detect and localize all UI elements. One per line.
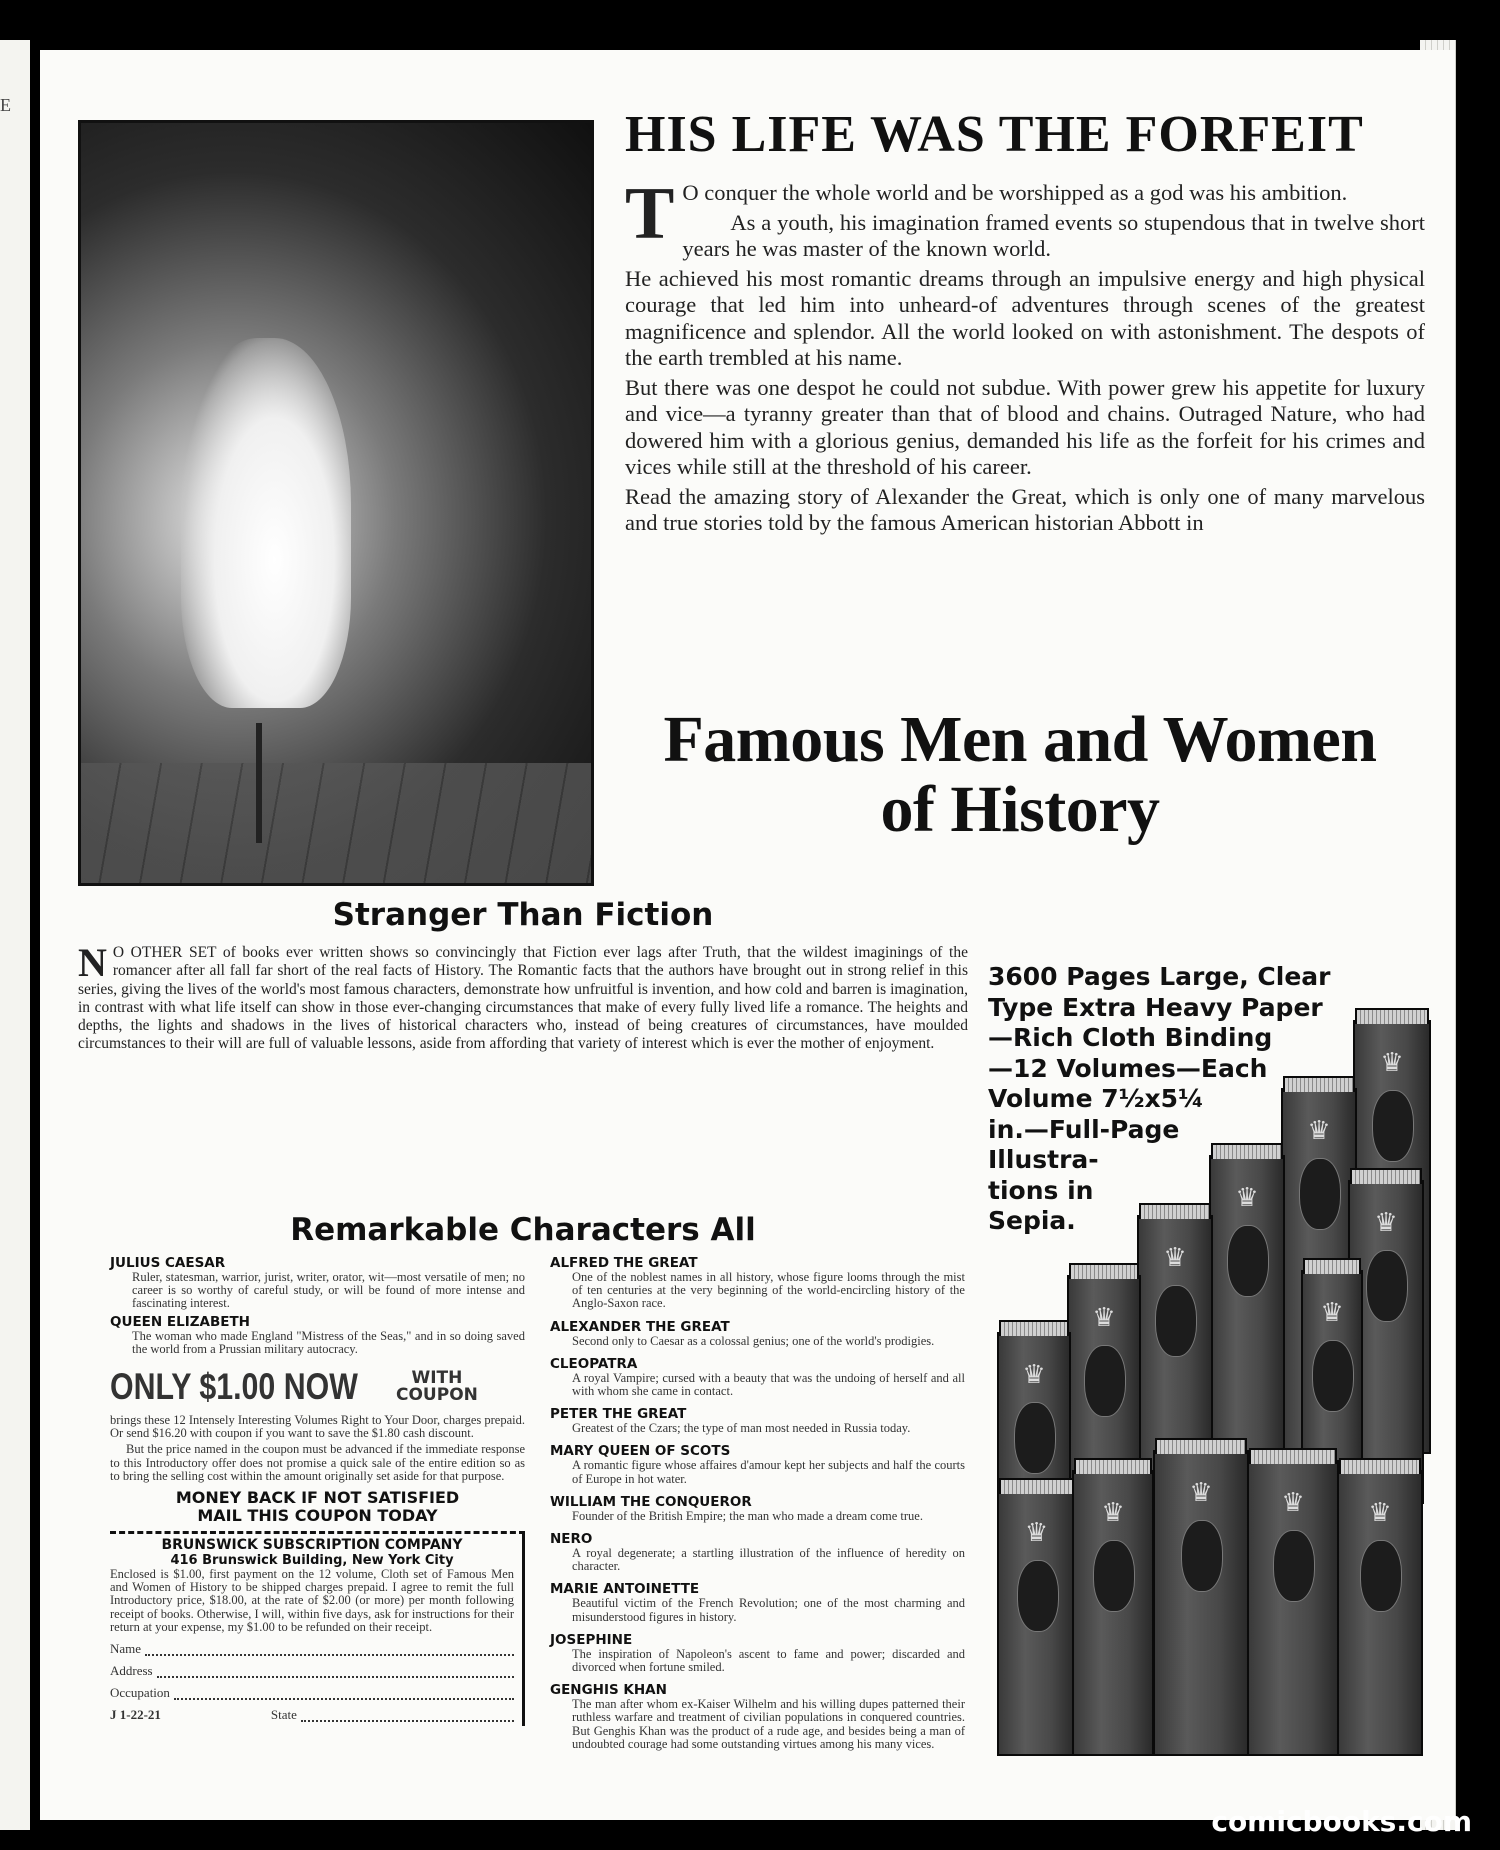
name-line[interactable] — [145, 1642, 514, 1656]
character-name: WILLIAM THE CONQUEROR — [550, 1493, 752, 1510]
coupon-text: Enclosed is $1.00, first payment on the 12 volume, Cloth set of Famous Men and Women of History to be shipped charges prepaid. I agree to remit the full Introductory price, $18.00, at the rate of $2.00 (or more) per month following receipt of books. Otherwise, I will, within five days, ask for instructions for their return at your expense, my $1.00 to be refunded on their receipt. — [110, 1567, 514, 1634]
character-desc: One of the noblest names in all history, whose figure looms through the mist of ten centuries at the very beginning of the world-encircling history of the Anglo-Saxon race. — [572, 1270, 965, 1311]
character-name: JULIUS CAESAR — [110, 1255, 226, 1271]
spec-line: Type Extra Heavy Paper — [988, 992, 1323, 1022]
character-name: NERO — [550, 1531, 593, 1548]
state-field[interactable] — [110, 1708, 514, 1722]
with-coupon-label — [396, 1370, 478, 1404]
character-desc: Beautiful victim of the French Revolution; one of the most charming and misunderstood figures in history. — [572, 1596, 965, 1624]
book-volume — [1247, 1460, 1339, 1756]
crown-icon: ♛ — [1368, 1498, 1392, 1527]
advertisement-page — [40, 50, 1455, 1820]
character-desc: Second only to Caesar as a colossal genius; one of the world's prodigies. — [572, 1333, 935, 1348]
crown-icon: ♛ — [1281, 1488, 1305, 1517]
crown-icon: ♛ — [1092, 1303, 1116, 1332]
crown-icon: ♛ — [1380, 1048, 1404, 1077]
book-page-edges — [1355, 1008, 1429, 1024]
left-column — [110, 1252, 525, 1726]
spec-line: in.—Full-Page — [988, 1114, 1180, 1144]
book-title-plate — [1181, 1520, 1223, 1592]
crown-icon: ♛ — [1320, 1298, 1344, 1327]
occupation-field[interactable] — [110, 1686, 514, 1700]
character-name: QUEEN ELIZABETH — [110, 1313, 250, 1330]
book-title-plate — [1155, 1285, 1197, 1357]
story-dropcap: T — [625, 173, 675, 255]
illustration-dancer — [181, 338, 351, 708]
book-title-plate — [1093, 1540, 1135, 1612]
book-page-edges — [1155, 1438, 1247, 1454]
state-line[interactable] — [301, 1708, 514, 1722]
book-page-edges — [1069, 1263, 1139, 1279]
character-name: CLEOPATRA — [550, 1355, 638, 1372]
book-title-plate — [1372, 1090, 1414, 1162]
story-p1: O conquer the whole world and be worshipped as a god was his ambition. — [682, 180, 1348, 205]
book-title-plate — [1366, 1250, 1408, 1322]
book-volume — [1072, 1470, 1154, 1756]
character-name: MARY QUEEN OF SCOTS — [550, 1443, 731, 1460]
price-offer — [110, 1366, 525, 1408]
book-title-plate — [1312, 1340, 1354, 1412]
crown-icon: ♛ — [1163, 1243, 1187, 1272]
story-p5: Read the amazing story of Alexander the Great, which is only one of many marvelous and true stories told by the famous American historian Abbott in — [625, 483, 1425, 535]
book-title-plate — [1084, 1345, 1126, 1417]
stranger-dropcap: N — [78, 940, 107, 985]
story-p3: He achieved his most romantic dreams through an impulsive energy and high physical courage that led him into unheard-of adventures through scenes of the greatest magnificence and splendor. All the world looked on with astonishment. The despots of the earth trembled at his name. — [625, 265, 1425, 370]
spec-line: Sepia. — [988, 1206, 1076, 1235]
character-name: ALFRED THE GREAT — [550, 1255, 698, 1271]
dancer-illustration — [78, 120, 594, 886]
book-title-plate — [1014, 1402, 1056, 1474]
stranger-body: O OTHER SET of books ever written shows so convincingly that Fiction ever lags after Truth, that the wildest imaginings of the romancer after all fall far short of the real facts of History. The Romantic facts that the authors have brought out in strong relief in this series, giving the lives of the world's most famous characters, demonstrate how unfruitful is invention, and how cold and barren is imagination, in contrast with what life itself can show in those ever-changing circumstances that make of every fully lived life a romance. The heights and depths, the lights and shadows in the lives of historical characters who, instead of being creatures of circumstances, have moulded circumstances to their will are full of valuable lessons, aside from affording that variety of interest which is ever the mother of enjoyment. — [78, 944, 968, 1053]
character-name: GENGHIS KHAN — [550, 1682, 667, 1699]
name-label: Name — [110, 1641, 142, 1657]
character-desc: The inspiration of Napoleon's ascent to fame and power; discarded and divorced when fortune smiled. — [572, 1646, 965, 1675]
crown-icon: ♛ — [1307, 1116, 1331, 1145]
spec-line: 3600 Pages Large, Clear — [988, 962, 1331, 991]
character-name: JOSEPHINE — [550, 1631, 633, 1648]
series-title — [610, 705, 1430, 845]
book-page-edges — [1249, 1448, 1337, 1464]
stranger-text — [78, 940, 968, 1054]
site-watermark: comicbooks.com — [1211, 1805, 1472, 1838]
character-desc: The man after whom ex-Kaiser Wilhelm and his willing dupes patterned their ruthless warfare and treatment of civilian populations in conquered countries. But Genghis Khan was the product of a rude age, and besides being a man of undoubted courage had some outstanding virtues among his many vices. — [572, 1697, 965, 1751]
crown-icon: ♛ — [1235, 1183, 1259, 1212]
crown-icon: ♛ — [1024, 1518, 1049, 1547]
offer-text-1: brings these 12 Intensely Interesting Volumes Right to Your Door, charges prepaid. Or send $16.20 with coupon if you want to save the $1.80 cash discount. — [110, 1413, 525, 1441]
coupon-code: J 1-22-21 — [110, 1707, 161, 1723]
name-field[interactable] — [110, 1642, 514, 1656]
spec-line: —12 Volumes—Each — [988, 1053, 1268, 1083]
address-line[interactable] — [157, 1664, 514, 1678]
spec-line: —Rich Cloth Binding — [988, 1023, 1273, 1052]
order-coupon[interactable] — [110, 1531, 525, 1726]
character-desc: A royal Vampire; cursed with a beauty that was the undoing of herself and all with whom she came in contact. — [572, 1370, 965, 1399]
stranger-heading: Stranger Than Fiction — [332, 897, 714, 933]
book-specs — [988, 962, 1348, 1237]
illustration-floor — [81, 763, 591, 883]
character-desc: A romantic figure whose affaires d'amour kept her subjects and half the courts of Europe in hot water. — [572, 1458, 965, 1486]
money-back — [110, 1489, 525, 1525]
story-text — [625, 173, 1425, 540]
illustration-stool — [256, 723, 262, 843]
occupation-label: Occupation — [110, 1685, 170, 1701]
book-volume — [997, 1490, 1076, 1756]
book-page-edges — [1350, 1168, 1422, 1184]
address-label: Address — [110, 1663, 153, 1679]
crown-icon: ♛ — [1374, 1208, 1398, 1237]
spec-line: Illustra- — [988, 1145, 1099, 1174]
story-p4: But there was one despot he could not subdue. With power grew his appetite for luxury and vice—a tyranny greater than that of blood and chains. Outraged Nature, who had dowered him with a glorious genius, demanded his life as the forfeit for his crimes and vices while still at the threshold of his career. — [625, 374, 1425, 479]
book-volume — [1153, 1450, 1249, 1756]
book-title-plate — [1017, 1560, 1059, 1632]
characters-heading: Remarkable Characters All — [290, 1212, 756, 1248]
character-desc: The woman who made England "Mistress of the Seas," and in so doing saved the world from a Prussian military autocracy. — [132, 1328, 525, 1356]
crown-icon: ♛ — [1022, 1360, 1046, 1389]
mail-coupon-text: MAIL THIS COUPON TODAY — [197, 1506, 438, 1526]
series-title-line2: of History — [880, 773, 1160, 846]
series-title-line1: Famous Men and Women — [663, 703, 1377, 776]
coupon-address: 416 Brunswick Building, New York City — [170, 1553, 454, 1569]
headline: HIS LIFE WAS THE FORFEIT — [625, 106, 1364, 163]
coupon-text: COUPON — [396, 1385, 478, 1406]
money-back-text: MONEY BACK IF NOT SATISFIED — [175, 1488, 460, 1508]
character-desc: A royal degenerate; a startling illustration of the influence of heredity on character. — [572, 1546, 965, 1574]
occupation-line[interactable] — [174, 1686, 514, 1700]
character-name: MARIE ANTOINETTE — [550, 1581, 700, 1598]
margin-mark: E — [0, 95, 11, 115]
book-page-edges — [1074, 1458, 1152, 1474]
offer-text-2: But the price named in the coupon must be advanced if the immediate response to this Introductory offer does not promise a quick sale of the entire edition so as to bring the selling cost within the amount originally set aside for that purpose. — [110, 1442, 525, 1483]
book-volume — [1337, 1470, 1423, 1756]
story-p2: As a youth, his imagination framed events so stupendous that in twelve short years he was master of the known world. — [682, 209, 1425, 261]
book-page-edges — [1303, 1258, 1361, 1274]
right-column — [550, 1252, 965, 1751]
book-page-edges — [1339, 1458, 1421, 1474]
character-desc: Ruler, statesman, warrior, jurist, writer, orator, wit—most versatile of men; no career is so worthy of careful study, or will be found of more intense and fascinating interest. — [132, 1270, 525, 1311]
book-title-plate — [1273, 1530, 1315, 1602]
with-text: WITH — [411, 1368, 463, 1389]
address-field[interactable] — [110, 1664, 514, 1678]
crown-icon: ♛ — [1189, 1478, 1213, 1507]
coupon-company: BRUNSWICK SUBSCRIPTION COMPANY — [161, 1537, 463, 1554]
character-desc: Greatest of the Czars; the type of man most needed in Russia today. — [572, 1421, 911, 1436]
left-page-edge — [0, 40, 30, 1830]
book-title-plate — [1360, 1540, 1402, 1612]
book-page-edges — [999, 1478, 1074, 1494]
spec-line: tions in — [988, 1175, 1094, 1205]
crown-icon: ♛ — [1101, 1498, 1125, 1527]
state-label: State — [270, 1707, 297, 1723]
spec-line: Volume 7½x5¼ — [988, 1084, 1204, 1113]
price-label: ONLY $1.00 NOW — [110, 1366, 358, 1408]
character-name: PETER THE GREAT — [550, 1406, 687, 1423]
character-name: ALEXANDER THE GREAT — [550, 1318, 730, 1335]
character-desc: Founder of the British Empire; the man who made a dream come true. — [572, 1508, 923, 1523]
book-page-edges — [999, 1320, 1069, 1336]
